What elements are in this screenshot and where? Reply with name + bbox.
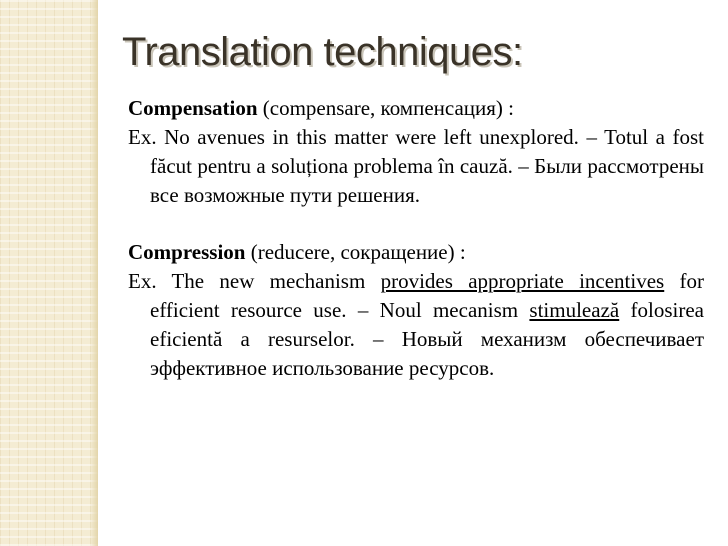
compensation-gloss: (compensare, компенсация) :: [257, 96, 514, 120]
compensation-example: Ex. No avenues in this matter were left unexplored. – Totul a fost făcut pentru a soluționa problema în cauză. – Были рассмотрены все возможные пути решения.: [128, 125, 704, 207]
compression-example: [128, 267, 704, 383]
compression-example-part1: Ex. The new mechanism: [128, 269, 381, 293]
compression-underlined-phrase-2: stimulează: [529, 298, 620, 322]
decorative-side-band: [0, 0, 98, 546]
compression-example-part2: for efficient resource use. – Noul mecanism: [150, 269, 704, 322]
compression-heading: [128, 238, 704, 267]
compression-underlined-phrase-1: provides appropriate incentives: [380, 269, 665, 293]
compression-term: Compression: [128, 240, 246, 264]
compression-gloss: (reducere, сокращение) :: [245, 240, 466, 264]
compression-example-part3: folosirea eficientă a resurselor. – Новый механизм обеспечивает эффективное использование ресурсов.: [150, 298, 704, 380]
slide-title: Translation techniques:: [122, 30, 523, 74]
compensation-heading: [128, 94, 704, 123]
slide-body: [128, 94, 704, 383]
paragraph-spacer: [128, 210, 704, 238]
compensation-term: Compensation: [128, 96, 258, 120]
